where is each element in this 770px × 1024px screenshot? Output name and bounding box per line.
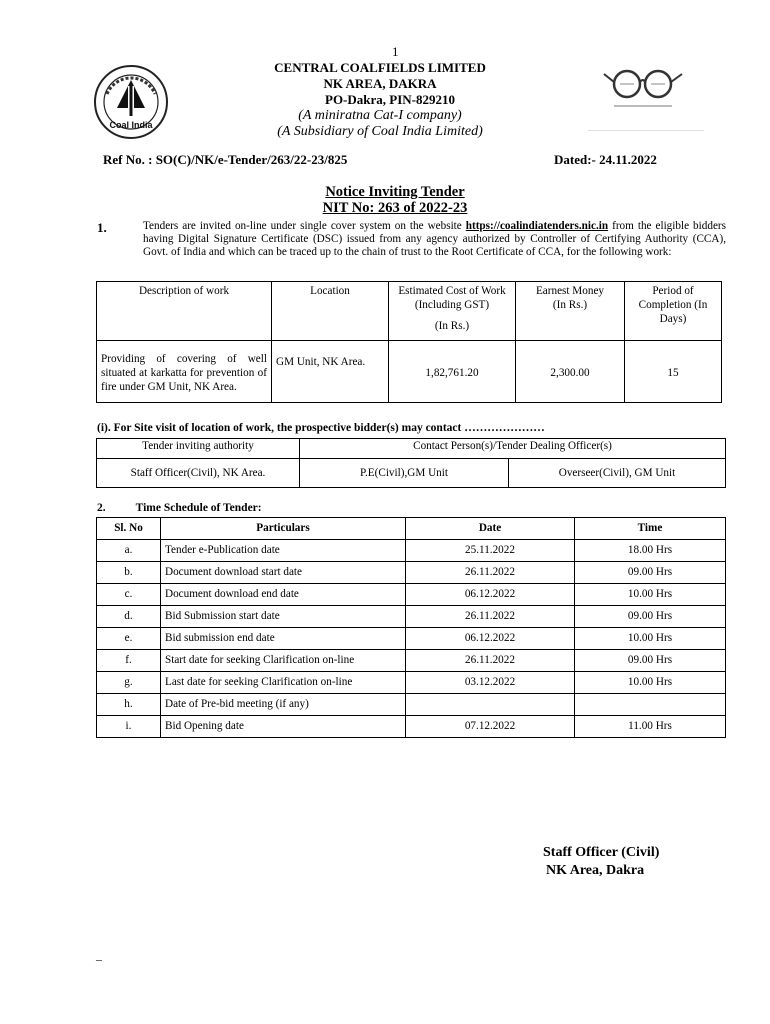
schedule-sl: f. [97,650,161,672]
notice-title: Notice Inviting Tender NIT No: 263 of 2022-23 [280,184,510,216]
work-description: Providing of covering of well situated at karkatta for prevention of fire under GM Unit, NK Area. [97,341,272,403]
address: PO-Dakra, PIN-829210 [325,92,455,107]
company-name: CENTRAL COALFIELDS LIMITED [274,60,486,75]
signatory-title: Staff Officer (Civil) [543,845,660,860]
header-description: Description of work [97,282,272,341]
schedule-sl: h. [97,694,161,716]
intro-paragraph: Tenders are invited on-line under single cover system on the website https://coalindiatenders.nic.in from the eligible bidders having Digital Signature Certificate (DSC) issued from any agency authorized by Controller of Certifying Authority (CCA), Govt. of India and which can be traced up to the chain of trust to the Root Certificate of CCA, for the following work: [143,220,726,258]
logo-divider [588,130,704,131]
work-earnest-money: 2,300.00 [516,341,625,403]
schedule-particulars: Date of Pre-bid meeting (if any) [161,694,406,716]
schedule-particulars: Tender e-Publication date [161,540,406,562]
header-location: Location [272,282,389,341]
schedule-time: 09.00 Hrs [575,650,726,672]
schedule-date: 25.11.2022 [406,540,575,562]
schedule-particulars: Bid Opening date [161,716,406,738]
svg-text:Coal India: Coal India [109,120,153,130]
work-cost: 1,82,761.20 [389,341,516,403]
schedule-particulars: Start date for seeking Clarification on-line [161,650,406,672]
tender-website-link[interactable]: https://coalindiatenders.nic.in [465,220,609,232]
contact-officer-2: Overseer(Civil), GM Unit [509,459,726,488]
company-category: (A miniratna Cat-I company) [298,108,462,123]
table-row [97,540,726,562]
signature-block [543,844,659,880]
subsidiary-note: (A Subsidiary of Coal India Limited) [277,124,483,139]
contact-header-officers: Contact Person(s)/Tender Dealing Officer(s) [300,439,726,459]
schedule-header-time: Time [575,518,726,540]
schedule-date: 03.12.2022 [406,672,575,694]
swachh-bharat-logo [600,66,686,116]
schedule-date: 26.11.2022 [406,562,575,584]
letterhead [200,60,560,140]
header-earnest-money: Earnest Money (In Rs.) [516,282,625,341]
schedule-date: 07.12.2022 [406,716,575,738]
schedule-particulars: Bid Submission start date [161,606,406,628]
footer-mark: – [96,952,102,966]
area-name: NK AREA, DAKRA [323,76,437,91]
table-row [97,716,726,738]
header-cost: Estimated Cost of Work (Including GST) (In Rs.) [389,282,516,341]
schedule-time: 09.00 Hrs [575,606,726,628]
reference-number: Ref No. : SO(C)/NK/e-Tender/263/22-23/825 [103,152,348,167]
schedule-time: 10.00 Hrs [575,672,726,694]
schedule-header-date: Date [406,518,575,540]
schedule-sl: i. [97,716,161,738]
schedule-sl: c. [97,584,161,606]
schedule-particulars: Bid submission end date [161,628,406,650]
schedule-time [575,694,726,716]
schedule-time: 11.00 Hrs [575,716,726,738]
contact-authority: Staff Officer(Civil), NK Area. [97,459,300,488]
signatory-office: NK Area, Dakra [546,863,645,878]
work-table [96,281,722,403]
coal-india-logo [93,64,169,140]
header-period: Period of Completion (In Days) [625,282,722,341]
schedule-table [96,517,726,738]
schedule-sl: g. [97,672,161,694]
schedule-sl: a. [97,540,161,562]
section-2-heading: 2. Time Schedule of Tender: [97,502,262,514]
schedule-sl: d. [97,606,161,628]
table-row [97,562,726,584]
work-period: 15 [625,341,722,403]
table-row [97,628,726,650]
schedule-date: 06.12.2022 [406,584,575,606]
schedule-time: 18.00 Hrs [575,540,726,562]
schedule-particulars: Last date for seeking Clarification on-line [161,672,406,694]
date: Dated:- 24.11.2022 [554,152,657,167]
table-row [97,650,726,672]
schedule-date: 26.11.2022 [406,650,575,672]
table-row [97,694,726,716]
schedule-particulars: Document download end date [161,584,406,606]
work-location: GM Unit, NK Area. [272,341,389,403]
contact-officer-1: P.E(Civil),GM Unit [300,459,509,488]
schedule-time: 09.00 Hrs [575,562,726,584]
schedule-header-sl: Sl. No [97,518,161,540]
contact-header-authority: Tender inviting authority [97,439,300,459]
site-visit-note: (i). For Site visit of location of work, the prospective bidder(s) may contact ………………… [97,422,545,434]
schedule-date: 26.11.2022 [406,606,575,628]
table-row [97,584,726,606]
table-row [97,606,726,628]
table-row [97,672,726,694]
schedule-date: 06.12.2022 [406,628,575,650]
schedule-sl: e. [97,628,161,650]
schedule-header-particulars: Particulars [161,518,406,540]
schedule-date [406,694,575,716]
section-number: 1. [97,220,107,235]
schedule-time: 10.00 Hrs [575,584,726,606]
schedule-time: 10.00 Hrs [575,628,726,650]
contact-table [96,438,726,488]
schedule-sl: b. [97,562,161,584]
schedule-particulars: Document download start date [161,562,406,584]
page-number: 1 [392,44,399,59]
nit-number: NIT No: 263 of 2022-23 [322,200,468,216]
